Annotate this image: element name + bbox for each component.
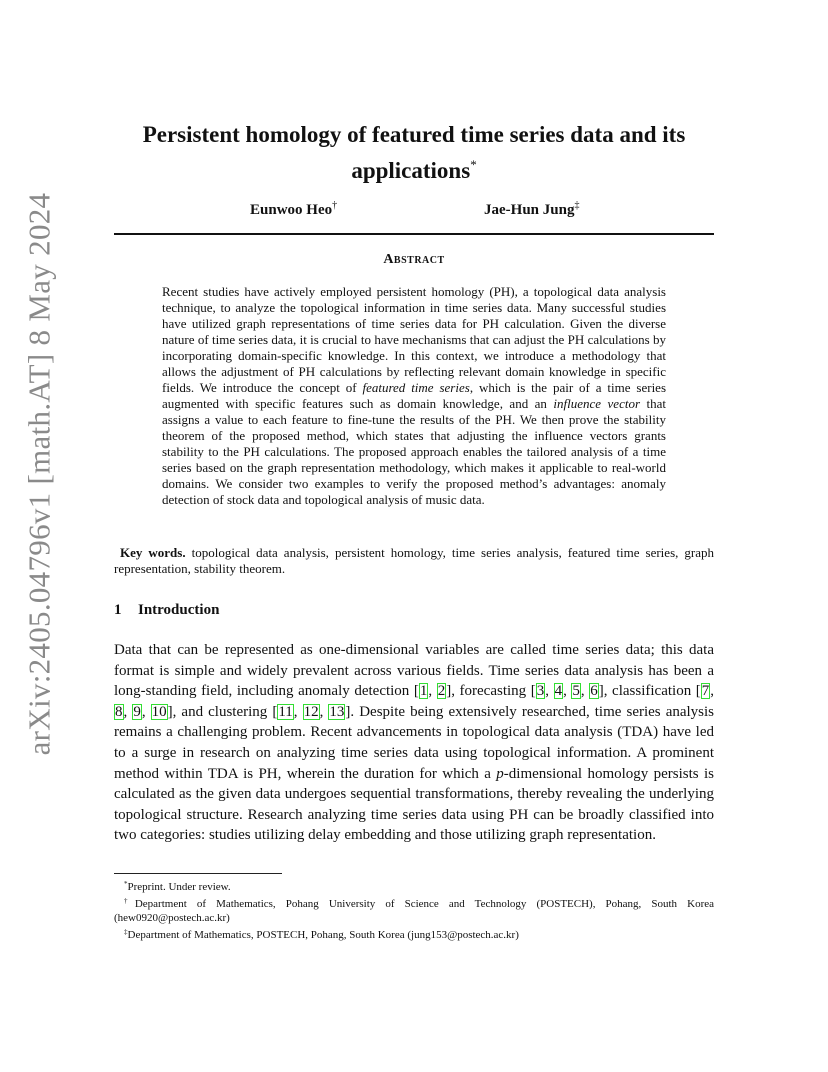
author-2-name: Jae-Hun Jung: [484, 202, 575, 218]
paper-title: [114, 120, 714, 186]
citation-link[interactable]: 10: [151, 703, 167, 720]
abstract-emph-influence: influence vector: [553, 396, 641, 411]
footnotes: [114, 877, 714, 942]
footnote-2-text: Department of Mathematics, Pohang University of Science and Technology (POSTECH), Pohang, South Korea (hew0920@postech.ac.kr): [114, 898, 715, 924]
footnote-1-mark: *: [124, 880, 128, 888]
intro-text-6: -dimensional homology persists is calculated as the given data undergoes sequential transformations, thereby revealing the underlying topological structure. Research analyzing time series data using PH can be broadly classified into two categories: studies utilizing delay embedding and those utilizing graph representation.: [114, 765, 714, 844]
abstract-body: [162, 284, 666, 508]
abstract-text-3: that assigns a value to each feature to fine-tune the results of the PH. We then prove the stability theorem of the proposed method, which states that adjusting the influence vectors grants stability to the PH calculations. The proposed approach enables the tailored analysis of a time series based on the graph representation methodology, which makes it applicable to real-world domains. We consider two examples to verify the proposed method’s advantages: anomaly detection of stock data and topological analysis of music data.: [162, 396, 666, 507]
footnote-3-text: Department of Mathematics, POSTECH, Pohang, South Korea (jung153@postech.ac.kr): [127, 929, 519, 941]
keywords-label: Key words.: [120, 545, 186, 560]
author-2: [484, 200, 579, 219]
author-list: [114, 200, 714, 224]
citation-link[interactable]: 8: [115, 703, 123, 720]
footnote-3: [114, 925, 714, 942]
citation-link[interactable]: 6: [590, 683, 598, 700]
title-rule: [114, 233, 714, 235]
citation-link[interactable]: 5: [572, 683, 580, 700]
intro-text-1: Data that can be represented as one-dimensional variables are called time series data; this data format is simple and widely prevalent across various fields. Time series data analysis has been a long-standing field, including anomaly detection [: [114, 642, 714, 700]
section-title: Introduction: [138, 602, 220, 618]
footnote-rule: [114, 873, 282, 874]
arxiv-side-stamp: [21, 192, 56, 756]
keywords: [114, 545, 714, 577]
arxiv-id-text: arXiv:2405.04796v1 [math.AT] 8 May 2024: [21, 192, 56, 756]
citation-link[interactable]: 3: [536, 683, 545, 700]
keywords-text: topological data analysis, persistent homology, time series analysis, featured time series, graph representation, stability theorem.: [114, 545, 714, 576]
abstract-text-1: Recent studies have actively employed persistent homology (PH), a topological data analysis technique, to analyze the topological information in time series data. Many successful studies have utilized graph representations of time series data for PH calculation. Given the diverse nature of time series data, it is crucial to have mechanisms that can adjust the PH calculations by incorporating domain-specific knowledge. In this context, we introduce a methodology that allows the adjustment of PH calculations by reflecting relevant domain knowledge in specific fields. We introduce the concept of: [162, 284, 666, 395]
title-text: Persistent homology of featured time series data and its applications: [142, 122, 686, 183]
math-variable-p: p: [496, 765, 504, 782]
intro-text-3: ], classification [: [598, 683, 701, 700]
footnote-2: [114, 894, 714, 925]
author-1-name: Eunwoo Heo: [250, 202, 333, 218]
intro-text-5: ]. Despite being extensively researched, time series analysis remains a challenging problem. Recent advancements in topological data analysis (TDA) have led to a surge in research on analyzing time series data using topological information. A prominent method within TDA is PH, wherein the duration for which a: [114, 703, 715, 782]
footnote-2-mark: †: [124, 897, 135, 905]
citation-link[interactable]: 1: [419, 683, 428, 700]
author-1-mark[interactable]: †: [332, 200, 338, 211]
citation-link[interactable]: 7: [701, 683, 710, 700]
citation-link[interactable]: 4: [554, 683, 563, 700]
intro-text-2: ], forecasting [: [446, 683, 536, 700]
abstract-emph-featured: featured time series: [362, 380, 470, 395]
abstract-text-2: , which is the pair of a time series augmented with specific features such as domain knowledge, and an: [162, 380, 667, 411]
citation-link[interactable]: 12: [303, 703, 319, 720]
intro-paragraph: Data that can be represented as one-dimensional variables are called time series data; this data format is simple and widely prevalent across various fields. Time series data analysis has been a long-standing field, including anomaly detection [1, 2], forecasting [3, 4, 5, 6], classification [7, 8, 9, 10], and clustering [11, 12, 13]. Despite being extensively researched, time series analysis remains a challenging problem. Recent advancements in topological data analysis (TDA) have led to a surge in research on analyzing time series data using topological information. A prominent method within TDA is PH, wherein the duration for which a p-dimensional homology persists is calculated as the given data undergoes sequential transformations, thereby revealing the underlying topological structure. Research analyzing time series data using PH can be broadly classified into two categories: studies utilizing delay embedding and those utilizing graph representation.: [114, 642, 715, 844]
author-2-mark[interactable]: ‡: [574, 200, 580, 211]
intro-text-4: ], and clustering [: [167, 703, 278, 720]
citation-link[interactable]: 11: [278, 703, 293, 720]
citation-link[interactable]: 9: [133, 703, 141, 720]
citation-link[interactable]: 13: [329, 703, 345, 720]
title-footnote-mark[interactable]: *: [470, 157, 477, 172]
section-number: 1: [114, 602, 122, 618]
abstract-heading: Abstract: [383, 252, 445, 267]
author-1: [250, 200, 337, 219]
footnote-1: [114, 877, 714, 894]
footnote-3-mark: ‡: [124, 928, 128, 936]
citation-link[interactable]: 2: [437, 683, 446, 700]
section-heading: [114, 602, 714, 619]
footnote-1-text: Preprint. Under review.: [127, 881, 231, 893]
